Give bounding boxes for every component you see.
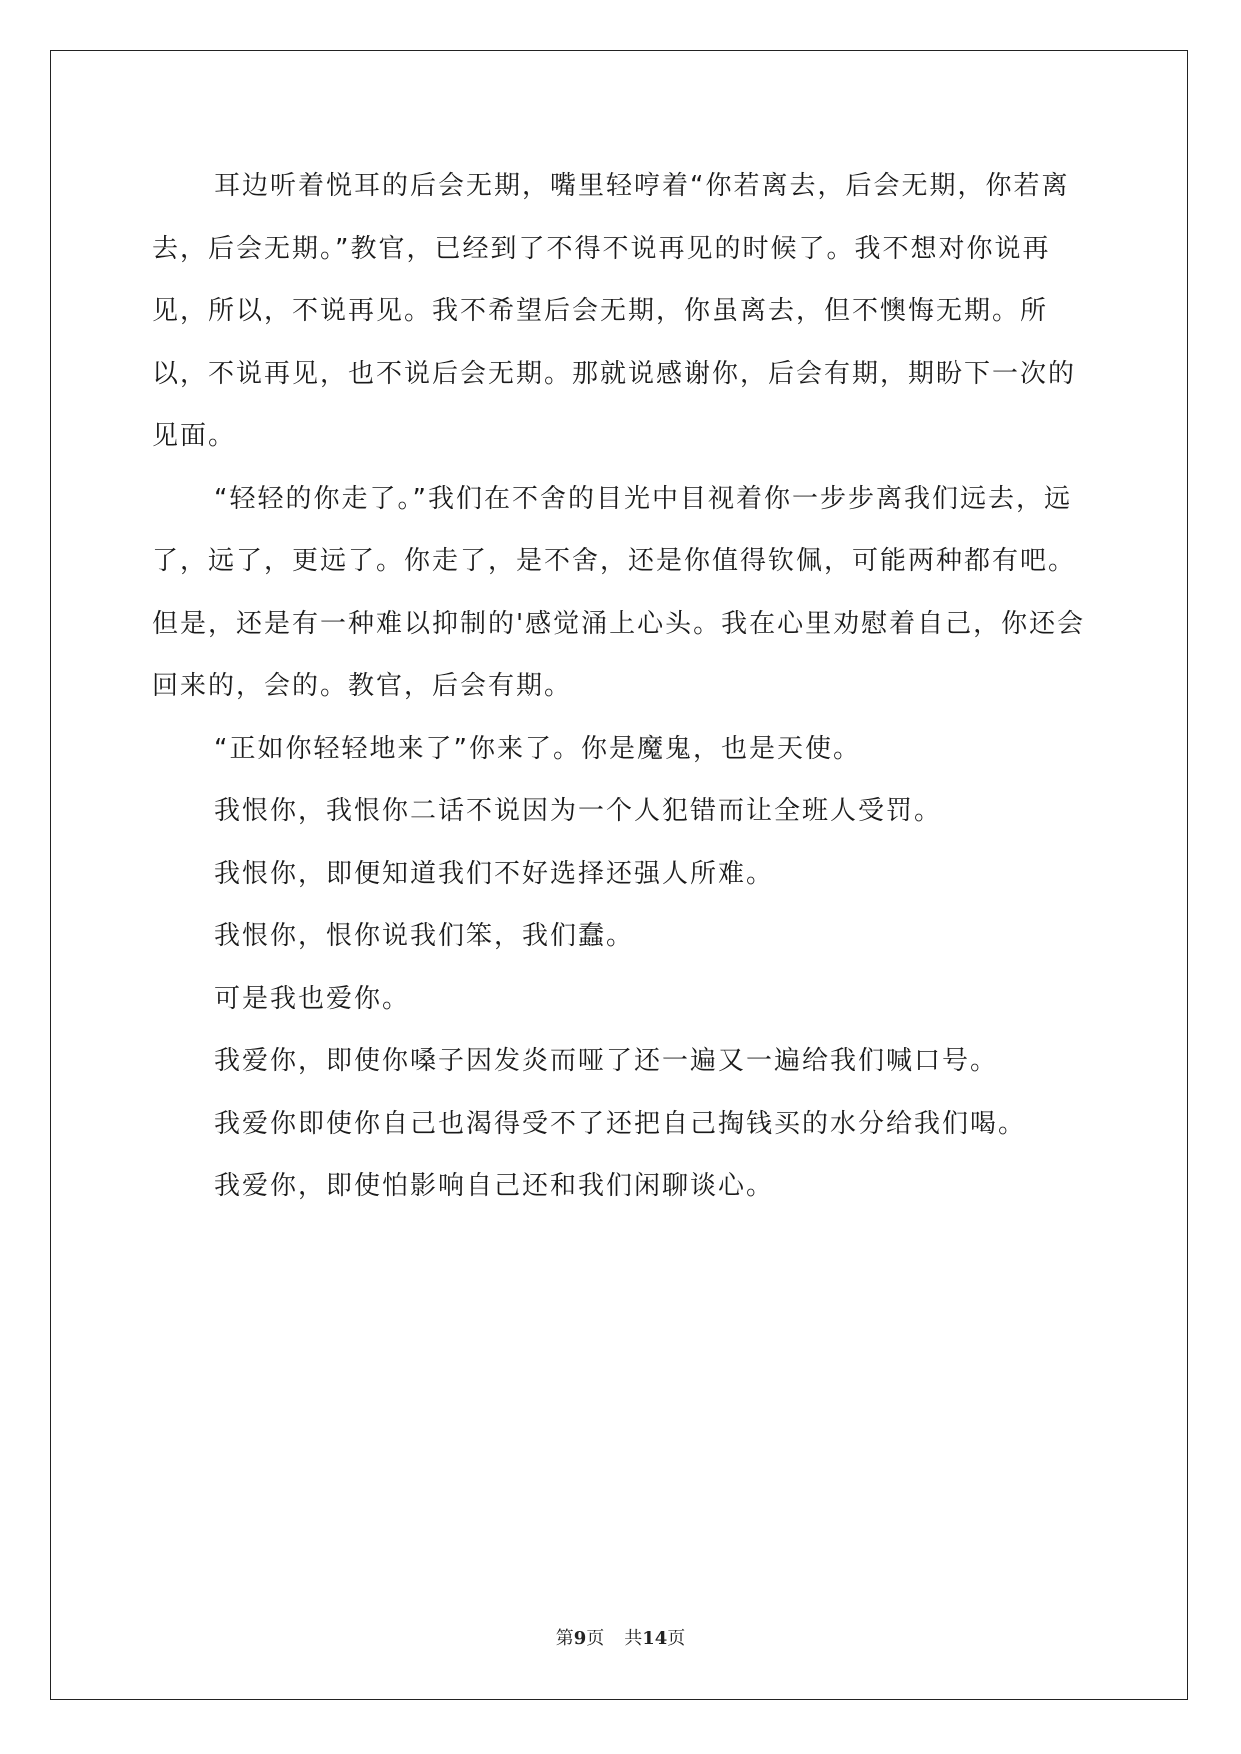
total-prefix: 共	[624, 1628, 643, 1649]
paragraph-5: 我恨你，即便知道我们不好选择还强人所难。	[214, 858, 775, 889]
paragraph-2: “轻轻的你走了。”我们在不舍的目光中目视着你一步步离我们远去，远了，远了，更远了。你走了，是不舍，还是你值得钦佩，可能两种都有吧。但是，还是有一种难以抑制的'感觉涌上心头。我在心里劝慰着自己，你还会回来的，会的。教官，后会有期。	[152, 483, 1086, 701]
paragraph-8: 我爱你，即使你嗓子因发炎而哑了还一遍又一遍给我们喊口号。	[214, 1046, 999, 1076]
page-current-number: 9	[573, 1628, 587, 1649]
paragraph-7: 可是我也爱你。	[214, 983, 411, 1014]
page-suffix: 页	[586, 1628, 605, 1649]
document-body	[152, 155, 1092, 1218]
paragraph-4: 我恨你，我恨你二话不说因为一个人犯错而让全班人受罚。	[214, 796, 943, 826]
page-footer	[0, 1624, 1241, 1650]
paragraph-1: 耳边听着悦耳的后会无期，嘴里轻哼着“你若离去，后会无期，你若离去，后会无期。”教官，已经到了不得不说再见的时候了。我不想对你说再见，所以，不说再见。我不希望后会无期，你虽离去，但不懊悔无期。所以，不说再见，也不说后会无期。那就说感谢你，后会有期，期盼下一次的见面。	[152, 171, 1077, 451]
paragraph-3: “正如你轻轻地来了”你来了。你是魔鬼，也是天使。	[214, 733, 861, 764]
total-suffix: 页	[667, 1628, 686, 1649]
paragraph-10: 我爱你，即使怕影响自己还和我们闲聊谈心。	[214, 1171, 775, 1201]
page-prefix: 第	[555, 1628, 574, 1649]
page-total-number: 14	[642, 1628, 668, 1649]
paragraph-9: 我爱你即使你自己也渴得受不了还把自己掏钱买的水分给我们喝。	[214, 1108, 1027, 1139]
paragraph-6: 我恨你，恨你说我们笨，我们蠢。	[214, 921, 635, 951]
